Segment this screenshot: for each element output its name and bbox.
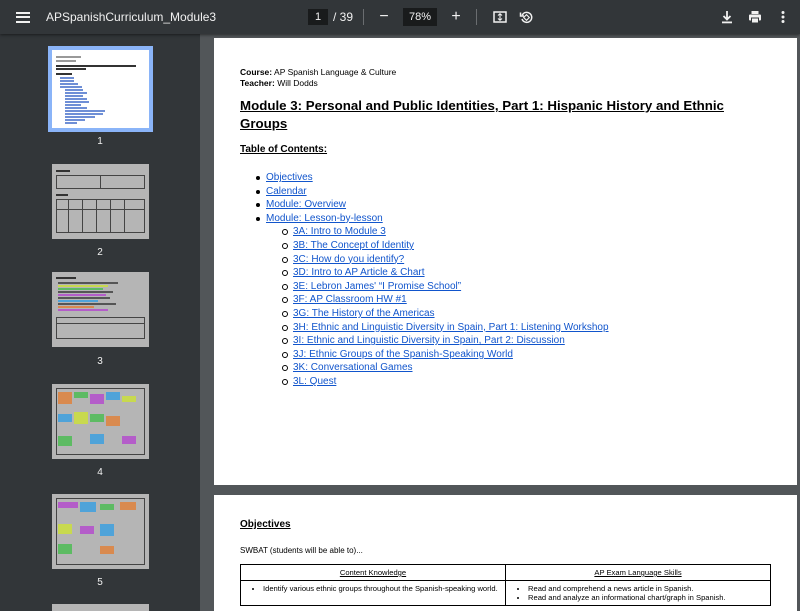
- teacher-value: Will Dodds: [277, 78, 318, 88]
- toolbar-divider: [363, 9, 364, 25]
- more-options-button[interactable]: [770, 4, 796, 30]
- page-thumbnail-4[interactable]: [52, 384, 149, 459]
- toc-link-3b[interactable]: 3B: The Concept of Identity: [293, 239, 415, 251]
- toolbar-divider: [476, 9, 477, 25]
- thumbnail-label: 4: [97, 467, 103, 478]
- toc-link-3f[interactable]: 3F: AP Classroom HW #1: [293, 294, 407, 306]
- toc-subitem: [240, 266, 609, 280]
- thumbnail-label: 2: [97, 247, 103, 258]
- toc-link-3k[interactable]: 3K: Conversational Games: [293, 362, 413, 374]
- print-button[interactable]: [742, 4, 768, 30]
- thumbnail-label: 3: [97, 356, 103, 367]
- toc-link-3d[interactable]: 3D: Intro to AP Article & Chart: [293, 267, 425, 279]
- zoom-input[interactable]: [403, 8, 437, 26]
- swbat-text: SWBAT (students will be able to)...: [240, 546, 363, 555]
- course-label: Course:: [240, 67, 273, 77]
- toc-link-overview[interactable]: Module: Overview: [266, 199, 347, 211]
- column-header-content-knowledge: Content Knowledge: [241, 565, 506, 581]
- page-thumbnail-1[interactable]: [52, 50, 149, 128]
- toc-subitem: [240, 334, 609, 348]
- zoom-in-button[interactable]: +: [451, 8, 461, 25]
- course-info: [240, 67, 396, 89]
- objectives-table: [240, 564, 771, 606]
- zoom-out-button[interactable]: −: [379, 8, 389, 25]
- module-heading: Module 3: Personal and Public Identities, Part 1: Hispanic History and Ethnic Groups: [240, 98, 724, 131]
- toc-link-3i[interactable]: 3I: Ethnic and Linguistic Diversity in Spain, Part 2: Discussion: [293, 335, 565, 347]
- toc-subitem: [240, 293, 609, 307]
- document-title: APSpanishCurriculum_Module3: [46, 10, 217, 24]
- menu-icon: [16, 12, 30, 23]
- toc-link-3j[interactable]: 3J: Ethnic Groups of the Spanish-Speaking World: [293, 348, 513, 360]
- column-header-exam-skills: AP Exam Language Skills: [506, 565, 771, 581]
- skill-item: • Read and comprehend a news article in Spanish.: [528, 584, 766, 593]
- toc-subitem: [240, 239, 609, 253]
- document-page-2: [214, 495, 797, 611]
- toc-subitem: [240, 307, 609, 321]
- page-thumbnail-3[interactable]: [52, 272, 149, 347]
- page-thumbnail-6[interactable]: [52, 604, 149, 611]
- toc-subitem: [240, 321, 609, 335]
- course-value: AP Spanish Language & Culture: [274, 67, 397, 77]
- thumbnail-sidebar: [0, 34, 200, 611]
- skill-item: • Read and analyze an informational chart/graph in Spanish.: [528, 593, 766, 602]
- toc-link-3l[interactable]: 3L: Quest: [293, 375, 337, 387]
- toc-link-3h[interactable]: 3H: Ethnic and Linguistic Diversity in Spain, Part 1: Listening Workshop: [293, 321, 609, 333]
- toc-link-objectives[interactable]: Objectives: [266, 172, 313, 183]
- toc-link-3a[interactable]: 3A: Intro to Module 3: [293, 226, 386, 238]
- objective-item: • Identify various ethnic groups throughout the Spanish-speaking world.: [263, 584, 501, 593]
- toc-subitem: [240, 280, 609, 294]
- objectives-heading: Objectives: [240, 519, 291, 530]
- toc-item: [240, 212, 609, 226]
- toc-link-calendar[interactable]: Calendar: [266, 185, 307, 197]
- toc-subitem: [240, 348, 609, 362]
- teacher-label: Teacher:: [240, 78, 275, 88]
- download-icon: [720, 10, 734, 24]
- page-number-input[interactable]: [308, 9, 328, 25]
- rotate-icon: [519, 10, 533, 24]
- document-viewer: [200, 34, 800, 611]
- exam-skills-cell: [506, 581, 771, 606]
- thumbnail-label: 5: [97, 577, 103, 588]
- menu-button[interactable]: [6, 0, 40, 34]
- fit-page-icon: [493, 10, 507, 24]
- print-icon: [748, 10, 762, 24]
- toc-subitem: [240, 361, 609, 375]
- toc-subitem: [240, 253, 609, 267]
- download-button[interactable]: [714, 4, 740, 30]
- page-thumbnail-2[interactable]: [52, 164, 149, 239]
- toc-item: [240, 185, 609, 199]
- thumbnail-label: 1: [97, 136, 103, 147]
- toc-link-3g[interactable]: 3G: The History of the Americas: [293, 307, 435, 319]
- page-thumbnail-5[interactable]: [52, 494, 149, 569]
- page-total: / 39: [333, 10, 354, 24]
- toc-link-3e[interactable]: 3E: Lebron James' “I Promise School”: [293, 280, 462, 292]
- toc-subitem: [240, 225, 609, 239]
- fit-to-page-button[interactable]: [487, 4, 513, 30]
- toc-link-lesson-by-lesson[interactable]: Module: Lesson-by-lesson: [266, 212, 383, 224]
- toolbar-actions: [714, 4, 796, 30]
- toc-item: [240, 171, 609, 185]
- table-of-contents: [240, 171, 609, 389]
- more-vert-icon: [776, 10, 790, 24]
- document-page-1: [214, 38, 797, 485]
- rotate-button[interactable]: [513, 4, 539, 30]
- toc-item: [240, 198, 609, 212]
- content-knowledge-cell: [241, 581, 506, 606]
- toc-heading: Table of Contents:: [240, 144, 328, 155]
- toolbar: [0, 0, 800, 34]
- toc-link-3c[interactable]: 3C: How do you identify?: [293, 253, 405, 265]
- page-selector: [308, 4, 539, 30]
- toc-subitem: [240, 375, 609, 389]
